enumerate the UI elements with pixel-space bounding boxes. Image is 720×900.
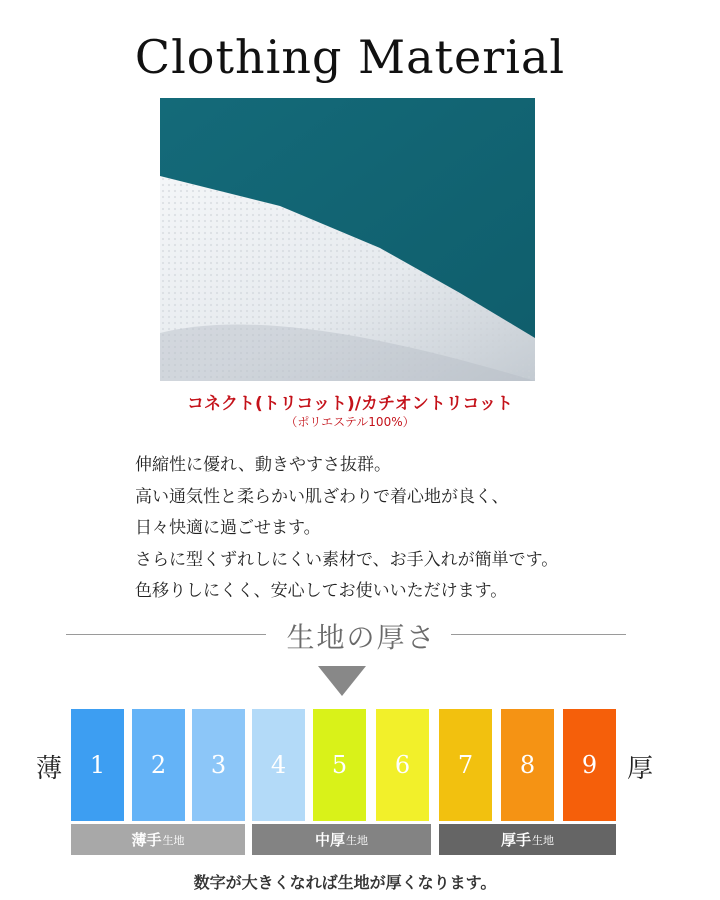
page-title: Clothing Material	[134, 30, 566, 84]
thick-label: 厚	[627, 754, 654, 784]
thickness-heading	[66, 614, 626, 654]
thickness-heading-label: 生地の厚さ	[286, 621, 437, 654]
thin-label: 薄	[36, 754, 63, 784]
description-line: さらに型くずれしにくい素材で、お手入れが簡単です。	[135, 549, 559, 570]
material-name: コネクト(トリコット)/カチオントリコット	[186, 394, 514, 414]
thickness-level-1: 1	[71, 709, 124, 821]
band-main-label: 中厚	[314, 831, 345, 849]
thickness-level-4: 4	[252, 709, 305, 821]
description-line: 高い通気性と柔らかい肌ざわりで着心地が良く、	[135, 486, 509, 507]
description-line: 伸縮性に優れ、動きやすさ抜群。	[135, 455, 392, 475]
thickness-level-2: 2	[132, 709, 185, 821]
medium-fabric-band	[252, 824, 431, 855]
selected-level-pointer-icon	[318, 666, 366, 696]
thickness-note: 数字が大きくなれば生地が厚くなります。	[193, 873, 497, 892]
fabric-swatch-image	[160, 98, 535, 381]
material-description	[135, 450, 655, 608]
thin-fabric-band	[71, 824, 245, 855]
band-sub-label: 生地	[346, 833, 368, 847]
thickness-level-7: 7	[439, 709, 492, 821]
thickness-level-9: 9	[563, 709, 616, 821]
thickness-level-6: 6	[376, 709, 429, 821]
thickness-level-5: 5	[313, 709, 366, 821]
thickness-level-3: 3	[192, 709, 245, 821]
band-main-label: 厚手	[500, 831, 531, 849]
band-sub-label: 生地	[162, 833, 185, 847]
heading-rule-left	[66, 634, 266, 635]
material-composition: （ポリエステル100%）	[285, 415, 415, 429]
description-line: 色移りしにくく、安心してお使いいただけます。	[135, 581, 508, 601]
thick-fabric-band	[439, 824, 616, 855]
description-line: 日々快適に過ごせます。	[135, 518, 321, 538]
band-sub-label: 生地	[532, 833, 554, 847]
heading-rule-right	[451, 634, 626, 635]
band-main-label: 薄手	[131, 831, 162, 849]
thickness-level-8: 8	[501, 709, 554, 821]
